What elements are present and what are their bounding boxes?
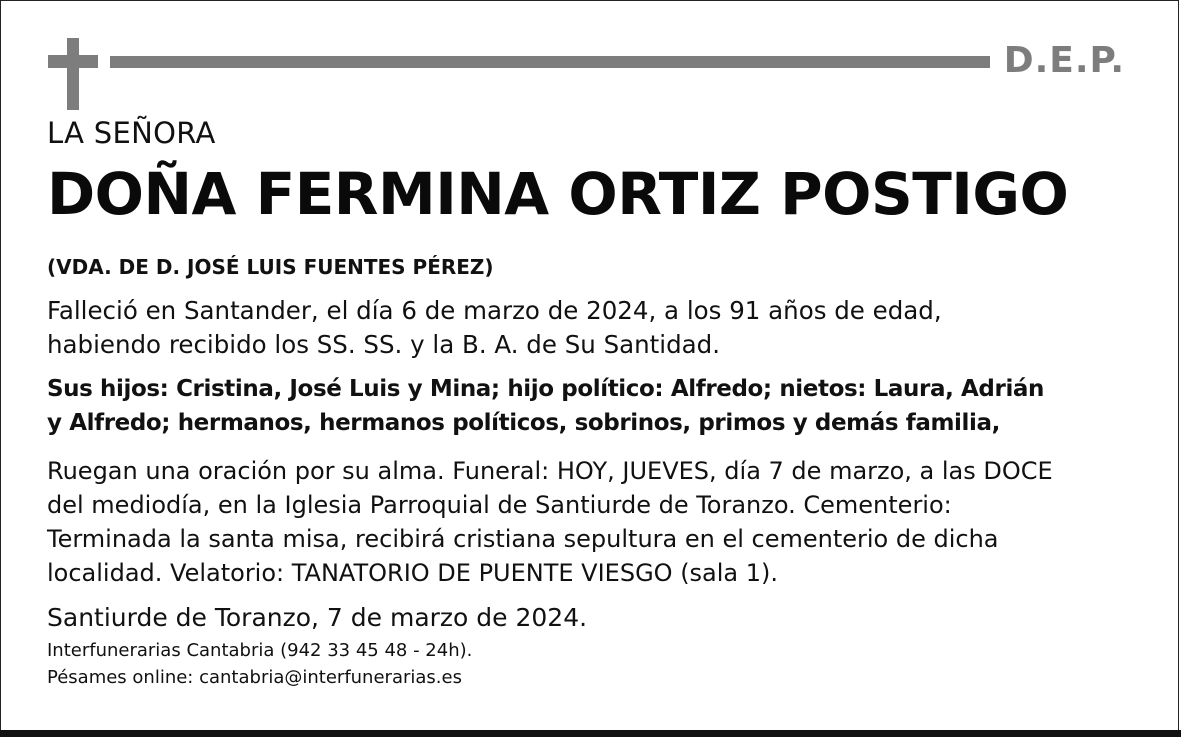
family-line: y Alfredo; hermanos, hermanos políticos, sobrinos, primos y demás familia, xyxy=(47,410,1000,436)
family-paragraph xyxy=(47,372,1044,440)
cross-horizontal-bar xyxy=(48,55,98,68)
death-line: habiendo recibido los SS. SS. y la B. A. de Su Santidad. xyxy=(47,330,720,359)
widow-of: (VDA. DE D. JOSÉ LUIS FUENTES PÉREZ) xyxy=(47,255,494,279)
service-line: Terminada la santa misa, recibirá cristiana sepultura en el cementerio de dicha xyxy=(47,525,999,553)
dep-label: D.E.P. xyxy=(1003,40,1125,81)
family-line: Sus hijos: Cristina, José Luis y Mina; hijo político: Alfredo; nietos: Laura, Adrián xyxy=(47,376,1045,402)
death-paragraph xyxy=(47,294,942,362)
service-line: Ruegan una oración por su alma. Funeral: HOY, JUEVES, día 7 de marzo, a las DOCE xyxy=(47,457,1053,485)
service-line: localidad. Velatorio: TANATORIO DE PUENTE VIESGO (sala 1). xyxy=(47,559,779,587)
bottom-rule xyxy=(0,730,1181,737)
service-paragraph xyxy=(47,454,1053,590)
deceased-name: DOÑA FERMINA ORTIZ POSTIGO xyxy=(47,160,1069,228)
place-date: Santiurde de Toranzo, 7 de marzo de 2024. xyxy=(47,603,588,632)
funeral-home: Interfunerarias Cantabria (942 33 45 48 - 24h). xyxy=(47,640,473,661)
condolences-email: Pésames online: cantabria@interfunerarias.es xyxy=(47,667,462,688)
death-line: Falleció en Santander, el día 6 de marzo de 2024, a los 91 años de edad, xyxy=(47,296,942,325)
cross-vertical-bar xyxy=(67,38,79,110)
header-rule xyxy=(110,56,990,68)
title-prefix: LA SEÑORA xyxy=(47,116,216,150)
service-line: del mediodía, en la Iglesia Parroquial de Santiurde de Toranzo. Cementerio: xyxy=(47,491,952,519)
